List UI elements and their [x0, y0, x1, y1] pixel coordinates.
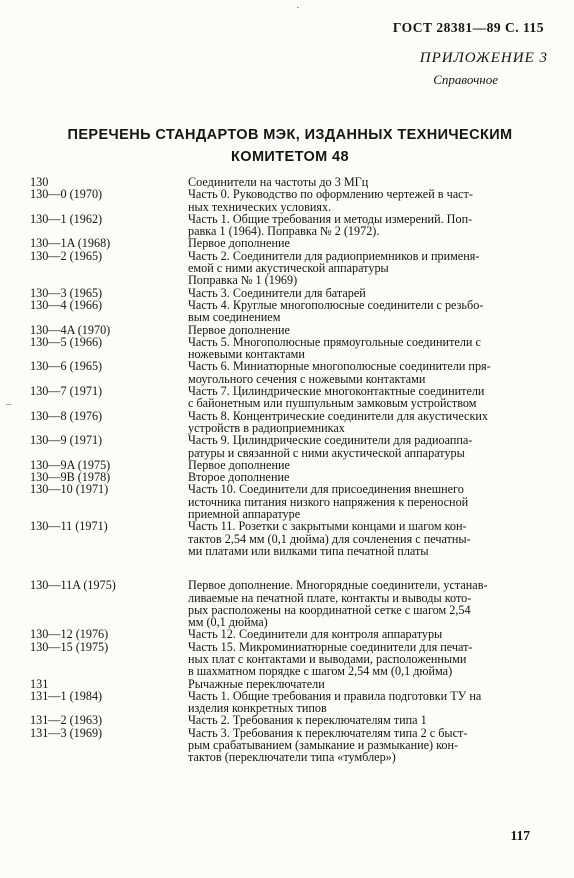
description-line: Часть 12. Соединители для контроля аппаратуры	[188, 627, 443, 642]
standard-description	[188, 336, 545, 361]
list-item	[30, 213, 545, 238]
standard-code: 130—9 (1971)	[30, 433, 103, 448]
description-line: Первое дополнение	[188, 236, 290, 251]
list-title-line-1: ПЕРЕЧЕНЬ СТАНДАРТОВ МЭК, ИЗДАННЫХ ТЕХНИЧЕСКИМ	[67, 127, 513, 143]
description-line: Часть 7. Цилиндрические многоконтактные соединители	[188, 384, 485, 399]
list-item	[30, 385, 545, 410]
standard-code: 130—1 (1962)	[30, 211, 103, 226]
description-line: рым срабатыванием (замыкание и размыкание) кон-	[188, 738, 459, 753]
description-line: мм (0,1 дюйма)	[188, 615, 268, 630]
description-line: Часть 4. Круглые многополюсные соединители с резьбо-	[188, 297, 484, 312]
description-line: ратуры и связанной с ними акустической аппаратуры	[188, 445, 465, 460]
description-line: Первое дополнение. Многорядные соединители, устанав-	[188, 578, 488, 593]
appendix-label: ПРИЛОЖЕНИЕ 3	[419, 50, 548, 66]
list-item	[30, 360, 545, 385]
standard-code: 130—1A (1968)	[30, 236, 111, 251]
standard-code: 130—4A (1970)	[30, 322, 111, 337]
running-header: ГОСТ 28381—89 С. 115	[392, 20, 544, 35]
list-item	[30, 714, 545, 726]
description-line: Часть 5. Многополюсные прямоугольные соединители с	[188, 334, 481, 349]
description-line: Часть 0. Руководство по оформлению чертежей в част-	[188, 187, 473, 202]
standard-code: 130—11 (1971)	[30, 519, 108, 534]
standard-description	[188, 188, 545, 213]
list-title-line-2: КОМИТЕТОМ 48	[231, 149, 349, 165]
description-line: Часть 9. Цилиндрические соединители для радиоаппа-	[188, 433, 473, 448]
list-item	[30, 188, 545, 213]
description-line: Часть 1. Общие требования и правила подготовки ТУ на	[188, 688, 482, 703]
description-line: Первое дополнение	[188, 457, 290, 472]
list-item	[30, 434, 545, 459]
description-line: ливаемые на печатной плате, контакты и выводы кото-	[188, 590, 472, 605]
description-line: ных технических условиях.	[188, 199, 332, 214]
list-item	[30, 336, 545, 361]
scan-speck: ·	[296, 2, 300, 14]
description-line: Часть 15. Микроминиатюрные соединители для печат-	[188, 639, 473, 654]
description-line: равка 1 (1964). Поправка № 2 (1972).	[188, 224, 380, 239]
description-line: ножевыми контактами	[188, 347, 305, 362]
description-line: вым соединением	[188, 310, 281, 325]
standard-code: 131—2 (1963)	[30, 713, 103, 728]
description-line: Часть 6. Миниатюрные многополюсные соединители пря-	[188, 359, 491, 374]
standard-code: 130	[30, 175, 49, 189]
description-line: рых расположены на координатной сетке с шагом 2,54	[188, 602, 471, 617]
standard-description	[188, 727, 545, 764]
description-line: Первое дополнение	[188, 322, 290, 337]
standard-description	[188, 299, 545, 324]
description-line: моугольного сечения с ножевыми контактами	[188, 371, 426, 386]
list-item	[30, 299, 545, 324]
standard-description	[188, 410, 545, 435]
description-line: ных плат с контактами и выводами, расположенными	[188, 651, 467, 666]
description-line: Часть 11. Розетки с закрытыми концами и шагом кон-	[188, 519, 467, 534]
standard-description	[188, 690, 545, 715]
standard-description	[188, 434, 545, 459]
standard-description	[188, 628, 545, 640]
standard-code: 130—15 (1975)	[30, 639, 109, 654]
description-line: устройств в радиоприемниках	[188, 420, 345, 435]
description-line: Часть 10. Соединители для присоединения внешнего	[188, 482, 464, 497]
standards-list	[30, 176, 545, 764]
standard-description	[188, 385, 545, 410]
page-number: 117	[510, 828, 530, 843]
standard-description	[188, 483, 545, 520]
list-item	[30, 483, 545, 520]
list-item	[30, 579, 545, 628]
description-line: Часть 2. Соединители для радиоприемников и применя-	[188, 248, 480, 263]
description-line: Рычажные переключатели	[188, 676, 325, 691]
list-item	[30, 727, 545, 764]
standard-code: 131	[30, 676, 49, 691]
list-item	[30, 237, 545, 249]
standard-code: 130—4 (1966)	[30, 297, 103, 312]
description-line: тактов 2,54 мм (0,1 дюйма) для сочленения с печатны-	[188, 531, 471, 546]
description-line: емой с ними акустической аппаратуры	[188, 261, 389, 276]
list-item	[30, 641, 545, 678]
description-line: источника питания низкого напряжения к переносной	[188, 494, 469, 509]
description-line: приемной аппаратуре	[188, 507, 301, 522]
standard-description	[188, 237, 545, 249]
appendix-status: Справочное	[433, 72, 498, 87]
list-item	[30, 410, 545, 435]
standard-description	[188, 360, 545, 385]
description-line: в шахматном порядке с шагом 2,54 мм (0,1 дюйма)	[188, 664, 453, 679]
list-item	[30, 250, 545, 287]
standard-description	[188, 520, 545, 557]
list-item	[30, 324, 545, 336]
standard-description	[188, 213, 545, 238]
description-line: Часть 2. Требования к переключателям типа 1	[188, 713, 427, 728]
list-title	[40, 124, 540, 168]
standard-code: 131—1 (1984)	[30, 688, 103, 703]
standard-code: 130—2 (1965)	[30, 248, 103, 263]
description-line: Поправка № 1 (1969)	[188, 273, 298, 288]
standard-code: 131—3 (1969)	[30, 725, 103, 740]
description-line: Часть 3. Требования к переключателям типа 2 с быст-	[188, 725, 468, 740]
standard-code: 130—11A (1975)	[30, 578, 116, 593]
standard-description	[188, 579, 545, 628]
standard-code: 130—10 (1971)	[30, 482, 109, 497]
standard-code: 130—9A (1975)	[30, 457, 111, 472]
description-line: ми платами или вилками типа печатной платы	[188, 543, 429, 558]
standard-description	[188, 714, 545, 726]
description-line: с байонетным или пушпульным замковым устройством	[188, 396, 477, 411]
list-item	[30, 628, 545, 640]
list-item	[30, 690, 545, 715]
scan-speck: –	[6, 398, 12, 410]
description-line: Часть 3. Соединители для батарей	[188, 285, 366, 300]
standard-code: 130—0 (1970)	[30, 187, 103, 202]
standard-code: 130—8 (1976)	[30, 408, 103, 423]
standard-code: 130—3 (1965)	[30, 285, 103, 300]
description-line: Второе дополнение	[188, 470, 290, 485]
standard-code: 130—6 (1965)	[30, 359, 103, 374]
description-line: Соединители на частоты до 3 МГц	[188, 175, 369, 189]
standard-code: 130—12 (1976)	[30, 627, 109, 642]
description-line: Часть 1. Общие требования и методы измерений. Поп-	[188, 211, 473, 226]
description-line: Часть 8. Концентрические соединители для акустических	[188, 408, 488, 423]
standard-description	[188, 324, 545, 336]
standard-description	[188, 250, 545, 287]
description-line: изделия конкретных типов	[188, 701, 327, 716]
standard-description	[188, 641, 545, 678]
description-line: тактов (переключатели типа «тумблер»)	[188, 750, 396, 765]
standard-code: 130—9B (1978)	[30, 470, 111, 485]
standard-code: 130—7 (1971)	[30, 384, 103, 399]
standard-code: 130—5 (1966)	[30, 334, 103, 349]
list-item	[30, 520, 545, 557]
